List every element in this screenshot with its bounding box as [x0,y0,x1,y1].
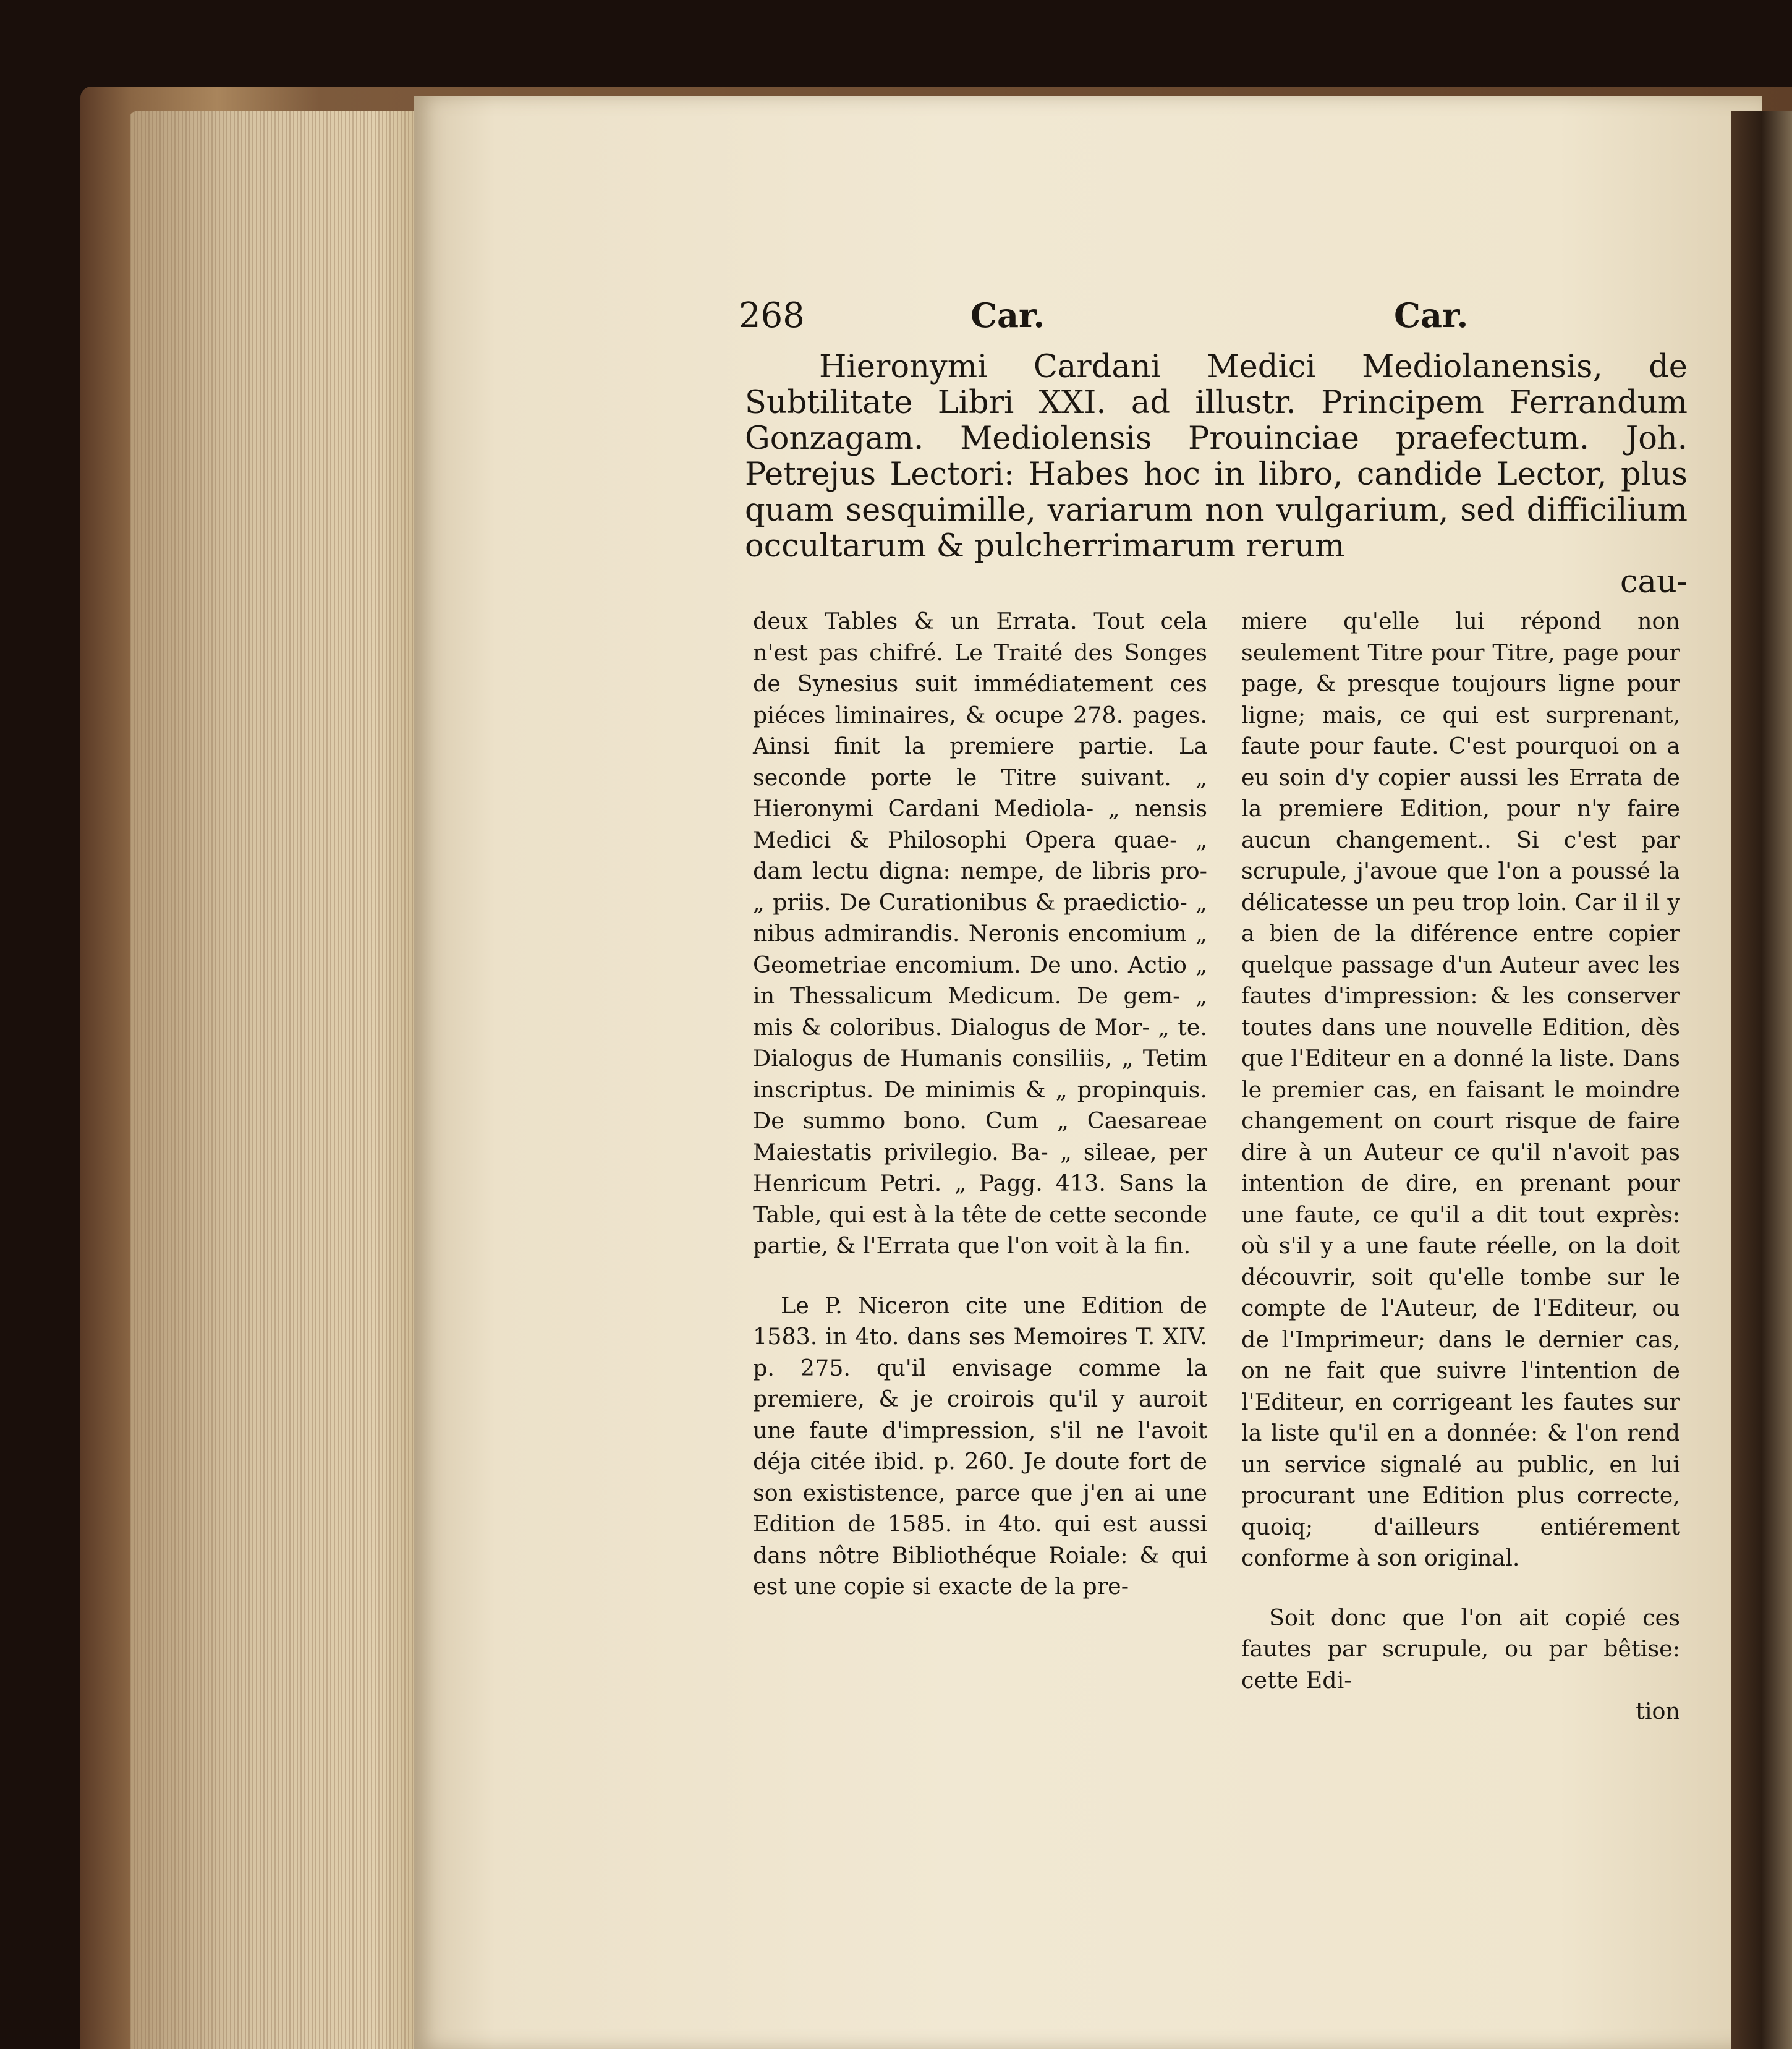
right-paragraph-2: Soit donc que l'on ait copié ces fautes par scrupule, ou par bêtise: cette Edi- [1241,1604,1680,1693]
left-column [753,606,1207,1603]
title-paragraph-block [745,349,1688,600]
catchword-bottom: tion [1636,1698,1680,1724]
page-number: 268 [739,296,805,336]
catchword-top: cau- [1620,564,1688,600]
right-paragraph-1: miere qu'elle lui répond non seulement Titre pour Titre, page pour page, & presque toujours ligne pour ligne; mais, ce qui est surprenant, faute pour faute. C'est pourquoi on a eu soin d'y copier aussi les Errata de la premiere Edition, pour n'y faire aucun changement.. Si c'est par scrupule, j'avoue que l'on a poussé la délicatesse un peu trop loin. Car il il y a bien de la diférence entre copier quelque passage d'un Auteur avec les fautes d'impression: & les conserver toutes dans une nouvelle Edition, dès que l'Editeur en a donné la liste. Dans le premier cas, en faisant le moindre changement on court risque de faire dire à un Auteur ce qu'il n'avoit pas intention de dire, en prenant pour une faute, ce qu'il a dit tout exprès: où s'il y a une faute réelle, on la doit découvrir, soit qu'elle tombe sur le compte de l'Auteur, de l'Editeur, ou de l'Imprimeur; dans le dernier cas, on ne fait que suivre l'intention de l'Editeur, en corrigeant les fautes sur la liste qu'il en a donnée: & l'on rend un service signalé au public, en lui procurant une Edition plus correcte, quoiq; d'ailleurs entiérement conforme à son original. [1241,608,1680,1571]
running-head-left: Car. [970,296,1045,335]
right-column [1241,606,1680,1727]
left-paragraph-2: Le P. Niceron cite une Edition de 1583. in 4to. dans ses Memoires T. XIV. p. 275. qu'il envisage comme la premiere, & je croirois qu'il y auroit une faute d'impression, s'il ne l'avoit déja citée ibid. p. 260. Je doute fort de son exististence, parce que j'en ai une Edition de 1585. in 4to. qui est aussi dans nôtre Bibliothéque Roiale: & qui est une copie si exacte de la pre- [753,1292,1207,1600]
left-paragraph-1: deux Tables & un Errata. Tout cela n'est pas chifré. Le Traité des Songes de Synesius suit immédiatement ces piéces liminaires, & ocupe 278. pages. Ainsi finit la premiere partie. La seconde porte le Titre suivant. „ Hieronymi Cardani Mediola- „ nensis Medici & Philosophi Opera quae- „ dam lectu digna: nempe, de libris pro- „ priis. De Curationibus & praedictio- „ nibus admirandis. Neronis encomium „ Geometriae encomium. De uno. Actio „ in Thessalicum Medicum. De gem- „ mis & coloribus. Dialogus de Mor- „ te. Dialogus de Humanis consiliis, „ Tetim inscriptus. De minimis & „ propinquis. De summo bono. Cum „ Caesareae Maiestatis privilegio. Ba- „ sileae, per Henricum Petri. „ Pagg. 413. Sans la Table, qui est à la tête de cette seconde partie, & l'Errata que l'on voit à la fin. [753,608,1207,1259]
title-paragraph: Hieronymi Cardani Medici Mediolanensis, de Subtilitate Libri XXI. ad illustr. Principem Ferrandum Gonzagam. Mediolensis Prouinciae praefectum. Joh. Petrejus Lectori: Habes hoc in libro, candide Lector, plus quam sesquimille, variarum non vulgarium, sed difficilium occultarum & pulcherrimarum rerum [745,349,1688,564]
book-gutter [1731,111,1792,2049]
page-header [739,296,1694,345]
running-head-right: Car. [1394,296,1469,335]
page-edges [130,111,420,2049]
